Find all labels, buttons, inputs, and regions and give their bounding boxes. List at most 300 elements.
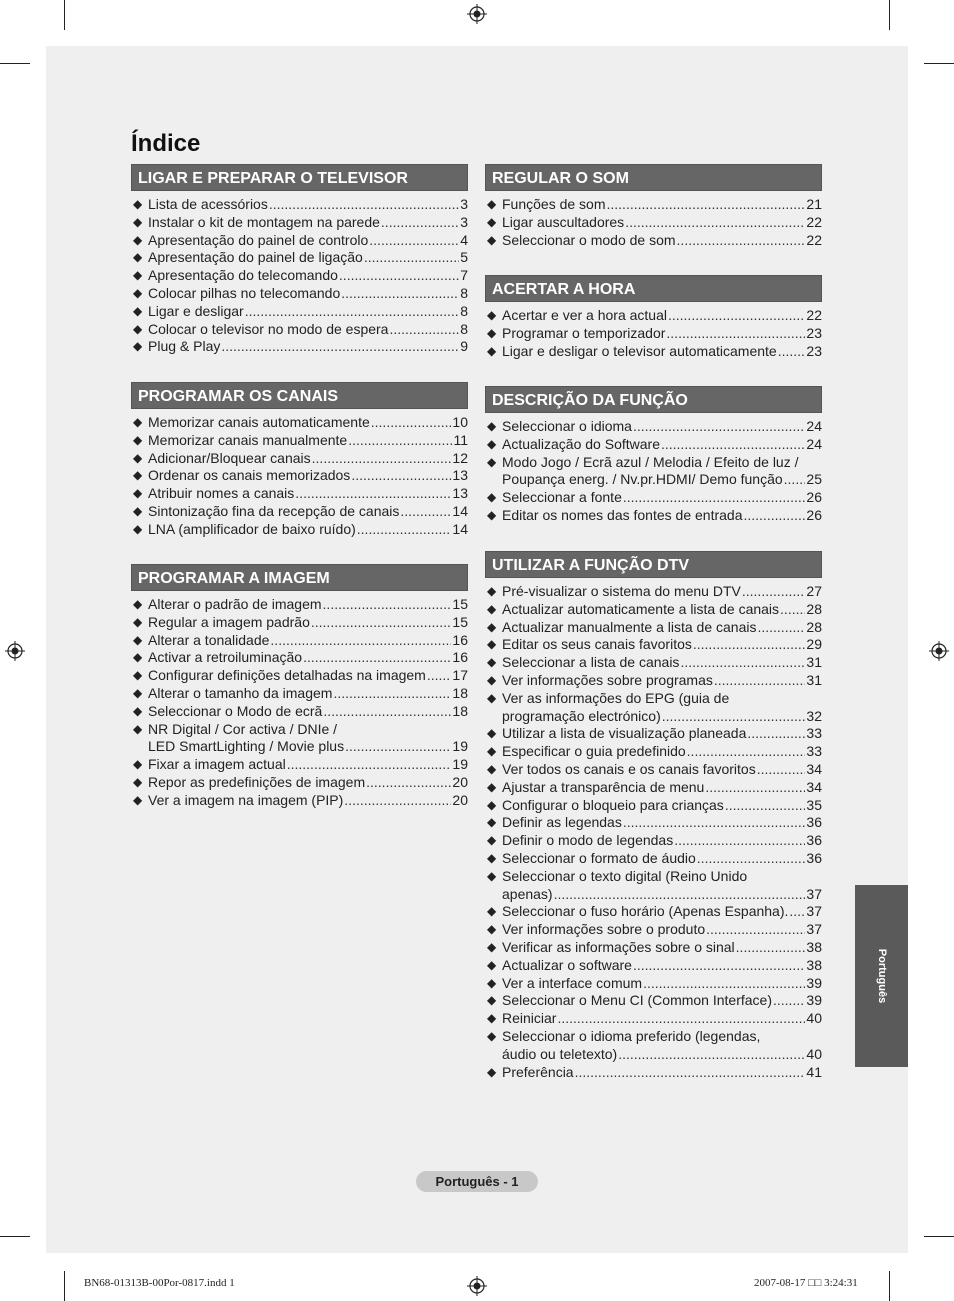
diamond-bullet-icon: ◆ xyxy=(133,597,143,611)
toc-entry-text: Memorizar canais automaticamente xyxy=(148,414,370,430)
dot-leader xyxy=(369,232,459,250)
toc-entry-text: Apresentação do painel de controlo xyxy=(148,231,369,248)
toc-entry-text: Ordenar os canais memorizados xyxy=(148,467,351,484)
dot-leader xyxy=(625,214,805,232)
diamond-bullet-icon: ◆ xyxy=(487,1028,497,1043)
toc-page-number: 16 xyxy=(452,631,468,648)
diamond-bullet-icon: ◆ xyxy=(133,339,143,354)
toc-entry xyxy=(485,1064,822,1082)
toc-page-number: 10 xyxy=(452,414,468,430)
dot-leader xyxy=(757,761,806,779)
diamond-bullet-icon: ◆ xyxy=(133,250,143,265)
toc-page-number: 34 xyxy=(806,760,822,777)
dot-leader xyxy=(668,307,805,325)
section-entries xyxy=(485,583,822,1081)
toc-entry xyxy=(131,503,468,521)
toc-entry-text: Plug & Play xyxy=(148,338,221,355)
toc-entry-text: apenas) xyxy=(502,885,553,902)
toc-entry xyxy=(485,921,822,939)
dot-leader xyxy=(364,249,459,267)
toc-page-number: 3 xyxy=(460,196,468,212)
toc-entry xyxy=(131,321,468,339)
toc-entry-text: Memorizar canais manualmente xyxy=(148,431,348,448)
dot-leader xyxy=(270,632,451,650)
dot-leader xyxy=(303,649,451,667)
toc-entry-text: Editar os nomes das fontes de entrada xyxy=(502,506,743,523)
crop-mark xyxy=(64,0,65,30)
dot-leader xyxy=(680,654,805,672)
toc-section xyxy=(131,382,468,539)
toc-section xyxy=(485,164,822,249)
toc-entry xyxy=(485,418,822,436)
dot-leader xyxy=(725,797,806,815)
toc-entry-text: Ver informações sobre programas xyxy=(502,671,713,688)
diamond-bullet-icon: ◆ xyxy=(133,303,143,318)
toc-entry-text: Seleccionar o formato de áudio xyxy=(502,849,696,866)
diamond-bullet-icon: ◆ xyxy=(133,415,143,429)
dot-leader xyxy=(221,338,459,356)
dot-leader xyxy=(366,774,451,792)
dot-leader xyxy=(371,414,452,432)
toc-entry xyxy=(485,307,822,325)
toc-section xyxy=(131,564,468,810)
diamond-bullet-icon: ◆ xyxy=(487,419,497,433)
toc-entry xyxy=(485,761,822,779)
toc-entry-text: Alterar o tamanho da imagem xyxy=(148,684,333,701)
toc-entry-text: Seleccionar o Modo de ecrã xyxy=(148,702,323,719)
dot-leader xyxy=(633,418,805,436)
diamond-bullet-icon: ◆ xyxy=(487,850,497,865)
toc-section xyxy=(131,164,468,356)
toc-entry xyxy=(131,521,468,539)
diamond-bullet-icon: ◆ xyxy=(487,343,497,358)
dot-leader xyxy=(706,921,805,939)
diamond-bullet-icon: ◆ xyxy=(133,468,143,483)
toc-entry xyxy=(485,507,822,525)
crop-mark xyxy=(889,1271,890,1301)
diamond-bullet-icon: ◆ xyxy=(133,486,143,501)
section-heading: REGULAR O SOM xyxy=(485,164,822,191)
diamond-bullet-icon: ◆ xyxy=(487,672,497,687)
toc-entry-text: Ver a interface comum xyxy=(502,974,643,991)
toc-entry xyxy=(131,196,468,214)
toc-page-number: 24 xyxy=(806,435,822,452)
toc-entry-text: Utilizar a lista de visualização planeada xyxy=(502,725,747,742)
dot-leader xyxy=(344,792,451,810)
toc-page-number: 38 xyxy=(806,938,822,955)
dot-leader xyxy=(789,903,805,921)
toc-page-number: 39 xyxy=(806,974,822,991)
crop-mark xyxy=(889,0,890,30)
toc-entry-text: Configurar definições detalhadas na imagem xyxy=(148,667,426,684)
diamond-bullet-icon: ◆ xyxy=(133,232,143,247)
dot-leader xyxy=(633,957,805,975)
section-heading: PROGRAMAR OS CANAIS xyxy=(131,382,468,409)
toc-entry xyxy=(131,214,468,232)
diamond-bullet-icon: ◆ xyxy=(487,436,497,451)
toc-entry xyxy=(485,1010,822,1028)
dot-leader xyxy=(697,850,806,868)
diamond-bullet-icon: ◆ xyxy=(487,726,497,741)
toc-entry xyxy=(485,957,822,975)
toc-section xyxy=(485,386,822,525)
toc-entry-text: Pré-visualizar o sistema do menu DTV xyxy=(502,583,741,599)
diamond-bullet-icon: ◆ xyxy=(133,197,143,211)
toc-entry xyxy=(131,596,468,614)
diamond-bullet-icon: ◆ xyxy=(487,454,497,469)
toc-entry-text: Apresentação do painel de ligação xyxy=(148,249,363,266)
toc-page-number: 8 xyxy=(460,284,468,301)
dot-leader xyxy=(743,507,805,525)
toc-page-number: 32 xyxy=(806,707,822,724)
diamond-bullet-icon: ◆ xyxy=(133,721,143,736)
diamond-bullet-icon: ◆ xyxy=(133,650,143,665)
section-entries xyxy=(131,414,468,539)
toc-page-number: 27 xyxy=(806,583,822,599)
section-heading: PROGRAMAR A IMAGEM xyxy=(131,564,468,591)
toc-entry xyxy=(485,992,822,1010)
diamond-bullet-icon: ◆ xyxy=(487,761,497,776)
toc-entry xyxy=(131,414,468,432)
toc-entry-text: Ajustar a transparência de menu xyxy=(502,778,705,795)
diamond-bullet-icon: ◆ xyxy=(487,619,497,634)
diamond-bullet-icon: ◆ xyxy=(487,690,497,705)
dot-leader xyxy=(661,436,805,454)
crop-mark xyxy=(924,63,954,64)
diamond-bullet-icon: ◆ xyxy=(133,792,143,807)
crop-mark xyxy=(0,1236,30,1237)
dot-leader xyxy=(400,503,451,521)
toc-entry xyxy=(131,338,468,356)
toc-page-number: 24 xyxy=(806,418,822,434)
toc-page-number: 3 xyxy=(460,213,468,230)
toc-entry xyxy=(485,868,822,904)
print-slug-right: 2007-08-17 □□ 3:24:31 xyxy=(754,1277,858,1289)
diamond-bullet-icon: ◆ xyxy=(487,815,497,830)
toc-entry-text: Activar a retroiluminação xyxy=(148,649,303,666)
toc-entry-text: Programar o temporizador xyxy=(502,324,666,341)
toc-section xyxy=(485,551,822,1081)
toc-entry xyxy=(131,614,468,632)
toc-entry-text: NR Digital / Cor activa / DNIe / xyxy=(148,720,338,737)
toc-entry xyxy=(485,814,822,832)
toc-page-number: 9 xyxy=(460,338,468,355)
toc-page-number: 38 xyxy=(806,956,822,973)
toc-page-number: 36 xyxy=(806,814,822,831)
toc-entry-text: Alterar o padrão de imagem xyxy=(148,596,322,612)
registration-mark-icon xyxy=(467,4,487,24)
registration-mark-icon xyxy=(5,641,25,661)
diamond-bullet-icon: ◆ xyxy=(487,868,497,883)
toc-page-number: 13 xyxy=(452,467,468,484)
toc-entry xyxy=(485,196,822,214)
toc-entry-text: Ver informações sobre o produto xyxy=(502,921,706,938)
toc-entry-text: Repor as predefinições de imagem xyxy=(148,773,366,790)
dot-leader xyxy=(287,756,452,774)
dot-leader xyxy=(295,485,451,503)
toc-entry xyxy=(485,672,822,690)
toc-page-number: 18 xyxy=(452,684,468,701)
toc-entry xyxy=(485,797,822,815)
toc-page-number: 40 xyxy=(806,1010,822,1027)
diamond-bullet-icon: ◆ xyxy=(487,993,497,1008)
toc-entry-text: Funções de som xyxy=(502,196,606,212)
dot-leader xyxy=(575,1064,806,1082)
toc-entry xyxy=(485,725,822,743)
toc-page-number: 36 xyxy=(806,849,822,866)
toc-page-number: 25 xyxy=(806,471,822,488)
diamond-bullet-icon: ◆ xyxy=(487,833,497,848)
dot-leader xyxy=(643,975,805,993)
toc-entry xyxy=(131,685,468,703)
diamond-bullet-icon: ◆ xyxy=(487,308,497,322)
diamond-bullet-icon: ◆ xyxy=(487,904,497,919)
diamond-bullet-icon: ◆ xyxy=(487,957,497,972)
toc-entry xyxy=(485,939,822,957)
toc-entry xyxy=(131,485,468,503)
toc-entry-text: Seleccionar o fuso horário (Apenas Espanha). xyxy=(502,903,789,920)
toc-entry xyxy=(485,1028,822,1064)
toc-entry xyxy=(485,903,822,921)
toc-entry xyxy=(485,343,822,361)
toc-page-number: 15 xyxy=(452,596,468,612)
dot-leader xyxy=(784,471,806,489)
toc-entry-text: Ver as informações do EPG (guia de xyxy=(502,689,730,706)
toc-entry-text: Definir o modo de legendas xyxy=(502,832,674,849)
toc-entry-text: Atribuir nomes a canais xyxy=(148,485,295,502)
toc-entry xyxy=(485,619,822,637)
toc-entry-text: LED SmartLighting / Movie plus xyxy=(148,738,345,755)
language-side-tab xyxy=(855,885,908,1067)
toc-page-number: 22 xyxy=(806,213,822,230)
toc-page-number: 31 xyxy=(806,671,822,688)
dot-leader xyxy=(666,325,805,343)
crop-mark xyxy=(924,1236,954,1237)
toc-entry xyxy=(131,232,468,250)
side-tab-label: Português xyxy=(875,948,888,1004)
toc-entry-text: Ligar e desligar o televisor automaticamente xyxy=(502,342,777,359)
toc-entry xyxy=(485,690,822,726)
dot-leader xyxy=(557,1010,805,1028)
diamond-bullet-icon: ◆ xyxy=(133,685,143,700)
dot-leader xyxy=(323,703,451,721)
dot-leader xyxy=(623,814,806,832)
toc-page-number: 28 xyxy=(806,600,822,617)
diamond-bullet-icon: ◆ xyxy=(487,655,497,670)
toc-entry xyxy=(485,832,822,850)
toc-entry-text: Actualizar automaticamente a lista de canais xyxy=(502,600,780,617)
toc-entry xyxy=(485,436,822,454)
dot-leader xyxy=(269,196,459,214)
toc-entry xyxy=(485,583,822,601)
diamond-bullet-icon: ◆ xyxy=(487,601,497,616)
page-number-footer: Português - 1 xyxy=(416,1171,538,1192)
toc-entry-text: programação electrónico) xyxy=(502,707,661,724)
toc-page-number: 22 xyxy=(806,231,822,248)
dot-leader xyxy=(554,886,806,904)
toc-page-number: 18 xyxy=(452,702,468,719)
diamond-bullet-icon: ◆ xyxy=(133,521,143,536)
toc-page-number: 7 xyxy=(460,267,468,284)
diamond-bullet-icon: ◆ xyxy=(487,975,497,990)
toc-entry xyxy=(485,325,822,343)
toc-entry xyxy=(131,792,468,810)
toc-page-number: 8 xyxy=(460,320,468,337)
toc-entry-text: Definir as legendas xyxy=(502,814,622,831)
toc-page-number: 39 xyxy=(806,992,822,1009)
toc-entry-text: Instalar o kit de montagem na parede xyxy=(148,213,380,230)
toc-entry-text: áudio ou teletexto) xyxy=(502,1045,618,1062)
toc-entry-text: Seleccionar a lista de canais xyxy=(502,654,680,671)
diamond-bullet-icon: ◆ xyxy=(487,1064,497,1079)
toc-entry-text: Actualização do Software xyxy=(502,435,660,452)
diamond-bullet-icon: ◆ xyxy=(133,614,143,629)
toc-page-number: 40 xyxy=(806,1045,822,1062)
section-heading: LIGAR E PREPARAR O TELEVISOR xyxy=(131,164,468,191)
section-entries xyxy=(485,307,822,360)
toc-entry-text: Ver todos os canais e os canais favoritos xyxy=(502,760,756,777)
toc-entry-text: Seleccionar o modo de som xyxy=(502,231,676,248)
dot-leader xyxy=(705,779,805,797)
dot-leader xyxy=(345,738,451,756)
toc-entry-text: Adicionar/Bloquear canais xyxy=(148,449,311,466)
section-entries xyxy=(485,196,822,249)
diamond-bullet-icon: ◆ xyxy=(133,214,143,229)
toc-page-number: 34 xyxy=(806,778,822,795)
toc-entry-text: Colocar o televisor no modo de espera xyxy=(148,320,389,337)
toc-entry-text: Seleccionar a fonte xyxy=(502,489,622,506)
diamond-bullet-icon: ◆ xyxy=(487,232,497,247)
dot-leader xyxy=(677,232,806,250)
toc-page-number: 33 xyxy=(806,743,822,760)
toc-entry xyxy=(131,649,468,667)
toc-page-number: 13 xyxy=(452,485,468,502)
toc-entry xyxy=(485,601,822,619)
toc-page-number: 19 xyxy=(452,756,468,773)
toc-entry-text: Seleccionar o texto digital (Reino Unido xyxy=(502,867,748,884)
toc-entry xyxy=(131,432,468,450)
diamond-bullet-icon: ◆ xyxy=(133,268,143,283)
diamond-bullet-icon: ◆ xyxy=(487,1011,497,1026)
section-entries xyxy=(485,418,822,525)
dot-leader xyxy=(687,743,806,761)
diamond-bullet-icon: ◆ xyxy=(487,584,497,598)
toc-entry xyxy=(485,654,822,672)
dot-leader xyxy=(780,601,805,619)
diamond-bullet-icon: ◆ xyxy=(133,285,143,300)
dot-leader xyxy=(618,1046,805,1064)
print-slug-left: BN68-01313B-00Por-0817.indd 1 xyxy=(84,1277,235,1289)
toc-entry xyxy=(131,249,468,267)
toc-page-number: 8 xyxy=(460,302,468,319)
toc-entry-text: Sintonização fina da recepção de canais xyxy=(148,502,400,519)
dot-leader xyxy=(357,521,452,539)
diamond-bullet-icon: ◆ xyxy=(133,703,143,718)
toc-entry xyxy=(485,636,822,654)
toc-entry-text: Ligar auscultadores xyxy=(502,213,625,230)
toc-page-number: 31 xyxy=(806,654,822,671)
dot-leader xyxy=(714,672,806,690)
diamond-bullet-icon: ◆ xyxy=(133,774,143,789)
dot-leader xyxy=(348,432,452,450)
diamond-bullet-icon: ◆ xyxy=(487,490,497,505)
toc-entry-text: Lista de acessórios xyxy=(148,196,268,212)
toc-entry-text: Colocar pilhas no telecomando xyxy=(148,284,341,301)
dot-leader xyxy=(312,450,452,468)
toc-entry-text: Actualizar manualmente a lista de canais xyxy=(502,618,757,635)
toc-entry xyxy=(485,489,822,507)
dot-leader xyxy=(333,685,451,703)
toc-entry-text: Ver a imagem na imagem (PIP) xyxy=(148,791,344,808)
toc-entry-text: Reiniciar xyxy=(502,1010,557,1027)
dot-leader xyxy=(427,667,452,685)
section-entries xyxy=(131,596,468,810)
toc-page-number: 26 xyxy=(806,506,822,523)
registration-mark-icon xyxy=(929,641,949,661)
toc-page-number: 14 xyxy=(452,502,468,519)
dot-leader xyxy=(245,303,459,321)
registration-mark-icon xyxy=(467,1276,487,1296)
toc-entry xyxy=(131,667,468,685)
dot-leader xyxy=(623,489,806,507)
toc-page-number: 23 xyxy=(806,342,822,359)
toc-page-number: 15 xyxy=(452,613,468,630)
dot-leader xyxy=(607,196,806,214)
diamond-bullet-icon: ◆ xyxy=(487,325,497,340)
diamond-bullet-icon: ◆ xyxy=(487,922,497,937)
toc-entry xyxy=(131,721,468,757)
toc-page-number: 36 xyxy=(806,832,822,849)
dot-leader xyxy=(339,267,459,285)
dot-leader xyxy=(773,992,805,1010)
dot-leader xyxy=(674,832,805,850)
toc-entry-text: Seleccionar o Menu CI (Common Interface) xyxy=(502,992,772,1009)
toc-entry xyxy=(485,975,822,993)
toc-page-number: 22 xyxy=(806,307,822,323)
toc-entry-text: Especificar o guia predefinido xyxy=(502,743,686,760)
toc-entry xyxy=(485,214,822,232)
toc-entry-text: Regular a imagem padrão xyxy=(148,613,310,630)
crop-mark xyxy=(0,63,30,64)
dot-leader xyxy=(662,708,806,726)
dot-leader xyxy=(389,321,459,339)
dot-leader xyxy=(323,596,452,614)
toc-entry xyxy=(485,850,822,868)
toc-entry xyxy=(485,232,822,250)
diamond-bullet-icon: ◆ xyxy=(487,939,497,954)
toc-page-number: 26 xyxy=(806,489,822,506)
crop-mark xyxy=(64,1271,65,1301)
toc-entry-text: Poupança energ. / Nv.pr.HDMI/ Demo função xyxy=(502,471,783,488)
diamond-bullet-icon: ◆ xyxy=(133,321,143,336)
toc-page-number: 37 xyxy=(806,921,822,938)
dot-leader xyxy=(341,285,459,303)
toc-entry-text: Apresentação do telecomando xyxy=(148,267,338,284)
toc-page-number: 20 xyxy=(452,773,468,790)
toc-page-number: 21 xyxy=(806,196,822,212)
toc-entry xyxy=(131,774,468,792)
diamond-bullet-icon: ◆ xyxy=(487,744,497,759)
toc-entry-text: Acertar e ver a hora actual xyxy=(502,307,667,323)
toc-entry-text: Editar os seus canais favoritos xyxy=(502,636,692,653)
diamond-bullet-icon: ◆ xyxy=(487,214,497,229)
diamond-bullet-icon: ◆ xyxy=(133,757,143,772)
toc-entry xyxy=(131,267,468,285)
toc-page-number: 19 xyxy=(452,738,468,755)
section-entries xyxy=(131,196,468,356)
toc-section xyxy=(485,275,822,360)
diamond-bullet-icon: ◆ xyxy=(487,797,497,812)
